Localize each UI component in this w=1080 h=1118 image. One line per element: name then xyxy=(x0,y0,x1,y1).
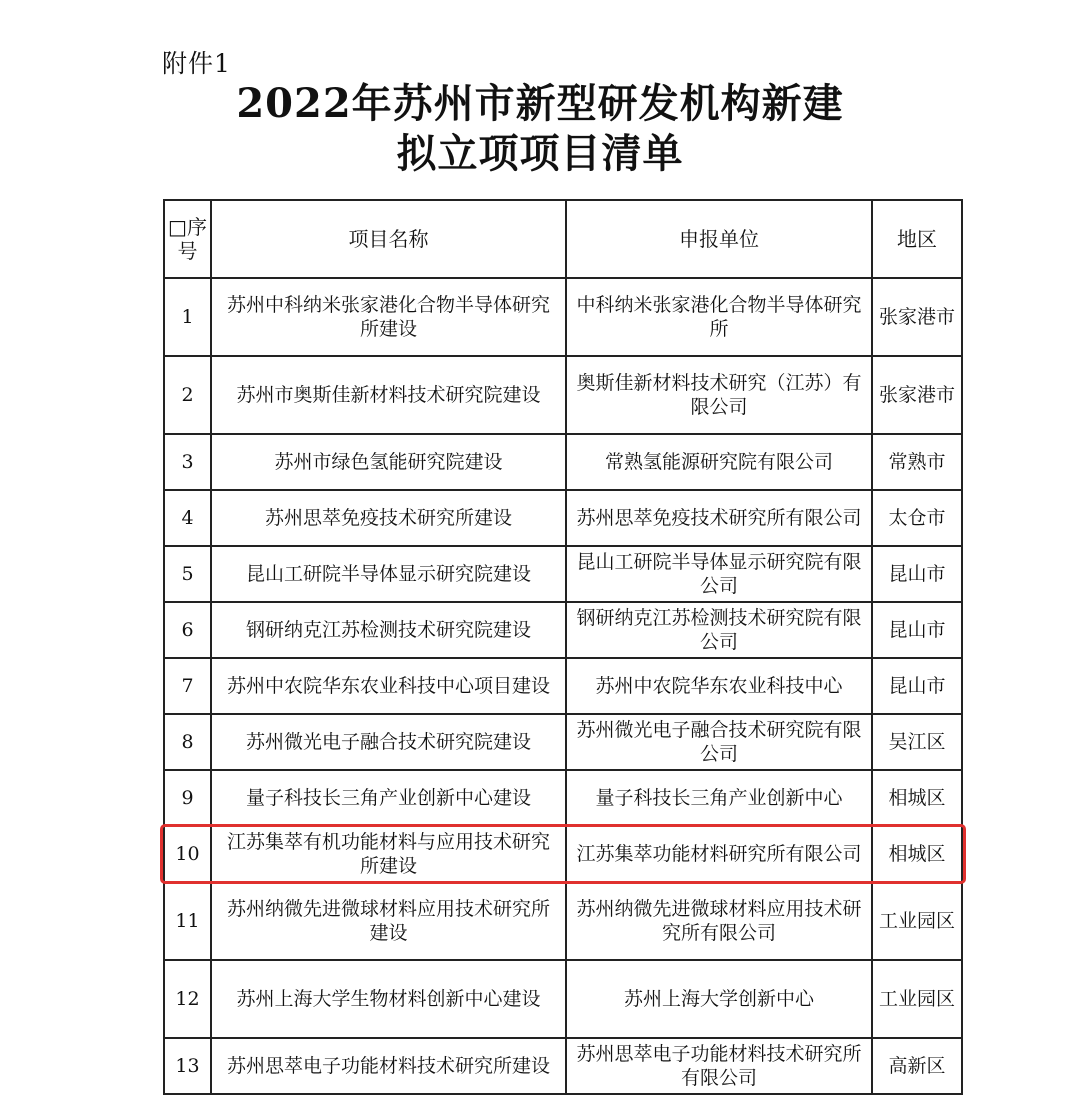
table-row xyxy=(164,490,962,546)
row-applicant-unit: 中科纳米张家港化合物半导体研究所 xyxy=(566,278,872,356)
row-applicant-unit: 江苏集萃功能材料研究所有限公司 xyxy=(566,826,872,882)
row-serial-number: 5 xyxy=(164,546,211,602)
row-applicant-unit: 苏州微光电子融合技术研究院有限公司 xyxy=(566,714,872,770)
row-project-name: 苏州中农院华东农业科技中心项目建设 xyxy=(211,658,566,714)
table-row xyxy=(164,826,962,882)
row-applicant-unit: 奥斯佳新材料技术研究（江苏）有限公司 xyxy=(566,356,872,434)
row-project-name: 苏州市绿色氢能研究院建设 xyxy=(211,434,566,490)
table-row xyxy=(164,546,962,602)
row-project-name: 苏州思萃免疫技术研究所建设 xyxy=(211,490,566,546)
row-applicant-unit: 苏州纳微先进微球材料应用技术研究所有限公司 xyxy=(566,882,872,960)
row-project-name: 苏州思萃电子功能材料技术研究所建设 xyxy=(211,1038,566,1094)
row-region: 常熟市 xyxy=(872,434,962,490)
row-serial-number: 10 xyxy=(164,826,211,882)
header-serial-number xyxy=(164,200,211,278)
row-project-name: 苏州中科纳米张家港化合物半导体研究所建设 xyxy=(211,278,566,356)
row-project-name: 钢研纳克江苏检测技术研究院建设 xyxy=(211,602,566,658)
row-serial-number: 7 xyxy=(164,658,211,714)
table-row xyxy=(164,658,962,714)
row-applicant-unit: 昆山工研院半导体显示研究院有限公司 xyxy=(566,546,872,602)
row-region: 高新区 xyxy=(872,1038,962,1094)
row-serial-number: 13 xyxy=(164,1038,211,1094)
row-region: 昆山市 xyxy=(872,602,962,658)
row-project-name: 苏州微光电子融合技术研究院建设 xyxy=(211,714,566,770)
table-row xyxy=(164,714,962,770)
placeholder-box-icon: □ xyxy=(168,215,187,239)
row-serial-number: 9 xyxy=(164,770,211,826)
table-body xyxy=(164,278,962,1094)
row-serial-number: 12 xyxy=(164,960,211,1038)
row-region: 相城区 xyxy=(872,770,962,826)
row-region: 工业园区 xyxy=(872,882,962,960)
row-project-name: 昆山工研院半导体显示研究院建设 xyxy=(211,546,566,602)
row-region: 张家港市 xyxy=(872,278,962,356)
row-region: 工业园区 xyxy=(872,960,962,1038)
row-project-name: 苏州上海大学生物材料创新中心建设 xyxy=(211,960,566,1038)
row-applicant-unit: 苏州思萃电子功能材料技术研究所有限公司 xyxy=(566,1038,872,1094)
row-project-name: 苏州纳微先进微球材料应用技术研究所建设 xyxy=(211,882,566,960)
table-row xyxy=(164,278,962,356)
header-project-name: 项目名称 xyxy=(211,200,566,278)
row-region: 昆山市 xyxy=(872,658,962,714)
row-serial-number: 6 xyxy=(164,602,211,658)
table-row xyxy=(164,356,962,434)
row-project-name: 苏州市奥斯佳新材料技术研究院建设 xyxy=(211,356,566,434)
table-row xyxy=(164,1038,962,1094)
row-project-name: 江苏集萃有机功能材料与应用技术研究所建设 xyxy=(211,826,566,882)
table-row xyxy=(164,434,962,490)
document-title-line-2: 拟立项项目清单 xyxy=(396,130,684,177)
row-applicant-unit: 苏州思萃免疫技术研究所有限公司 xyxy=(566,490,872,546)
row-serial-number: 4 xyxy=(164,490,211,546)
row-region: 吴江区 xyxy=(872,714,962,770)
table-row xyxy=(164,602,962,658)
table-row xyxy=(164,770,962,826)
document-title-line-1: 2022年苏州市新型研发机构新建 xyxy=(236,80,844,127)
table-row xyxy=(164,960,962,1038)
table-row xyxy=(164,882,962,960)
row-applicant-unit: 常熟氢能源研究院有限公司 xyxy=(566,434,872,490)
row-serial-number: 11 xyxy=(164,882,211,960)
row-region: 昆山市 xyxy=(872,546,962,602)
header-region: 地区 xyxy=(872,200,962,278)
row-applicant-unit: 苏州上海大学创新中心 xyxy=(566,960,872,1038)
header-applicant-unit: 申报单位 xyxy=(566,200,872,278)
row-region: 相城区 xyxy=(872,826,962,882)
row-region: 张家港市 xyxy=(872,356,962,434)
row-applicant-unit: 苏州中农院华东农业科技中心 xyxy=(566,658,872,714)
row-serial-number: 8 xyxy=(164,714,211,770)
row-serial-number: 3 xyxy=(164,434,211,490)
table-header-row xyxy=(164,200,962,278)
row-applicant-unit: 钢研纳克江苏检测技术研究院有限公司 xyxy=(566,602,872,658)
row-applicant-unit: 量子科技长三角产业创新中心 xyxy=(566,770,872,826)
row-serial-number: 1 xyxy=(164,278,211,356)
attachment-label: 附件1 xyxy=(162,49,231,78)
project-list-table xyxy=(163,199,963,1095)
header-serial-label: 序号 xyxy=(177,215,207,263)
row-serial-number: 2 xyxy=(164,356,211,434)
row-project-name: 量子科技长三角产业创新中心建设 xyxy=(211,770,566,826)
row-region: 太仓市 xyxy=(872,490,962,546)
